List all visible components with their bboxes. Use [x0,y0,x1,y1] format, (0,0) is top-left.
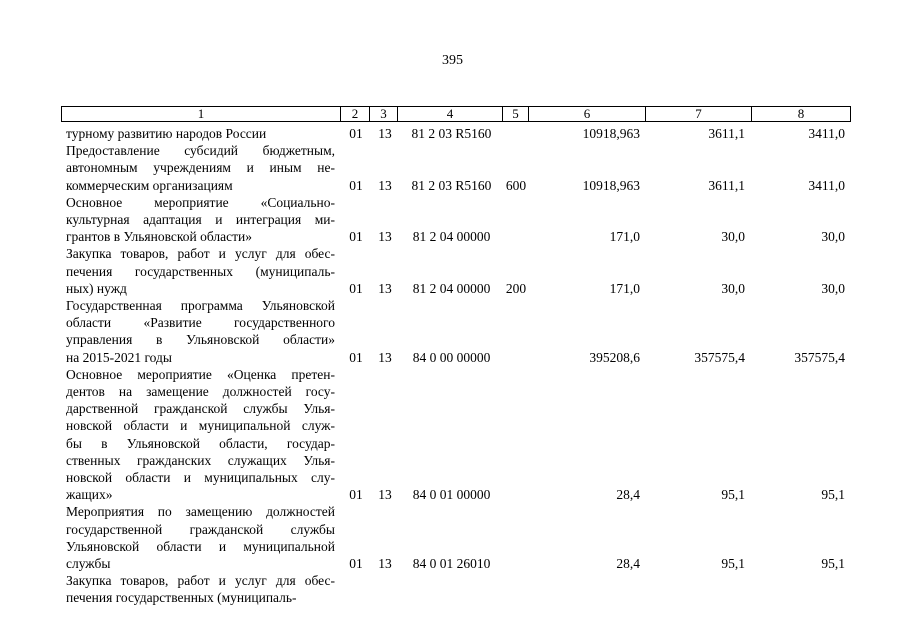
description-line: ственных гражданских служащих Улья- [66,452,335,468]
cell-col-2: 01 [349,349,363,365]
description-line: новской области и муниципальных слу- [66,469,335,485]
cell-col-8: 3411,0 [808,125,845,141]
description-line: автономным учреждениям и иным не- [66,160,335,176]
cell-col-3: 13 [378,487,392,503]
cell-col-6: 395208,6 [589,349,640,365]
cell-col-8: 95,1 [821,487,845,503]
cell-col-3: 13 [378,555,392,571]
table-row [0,194,905,246]
description-line: Предоставление субсидий бюджетным, [66,143,335,159]
table-row [0,297,905,366]
table-row [0,245,905,297]
cell-col-2: 01 [349,487,363,503]
row-description [66,503,335,572]
cell-col-4: 81 2 04 00000 [412,280,491,296]
cell-col-8: 3411,0 [808,177,845,193]
cell-col-4: 84 0 01 00000 [412,487,491,503]
cell-col-4: 84 0 01 26010 [412,555,491,571]
description-line: области «Развитие государственного [66,315,335,331]
description-line: Закупка товаров, работ и услуг для обес- [66,573,335,589]
row-description [66,572,335,606]
table-row [0,125,905,142]
row-description [66,142,335,194]
table-row [0,366,905,504]
table-header [61,106,851,122]
table-row [0,142,905,194]
description-line: Закупка товаров, работ и услуг для обес- [66,246,335,262]
page-number: 395 [442,53,463,68]
cell-col-7: 30,0 [721,229,745,245]
description-line: Государственная программа Ульяновской [66,297,335,313]
cell-col-3: 13 [378,125,392,141]
description-line: коммерческим организациям [66,177,233,193]
cell-col-8: 30,0 [821,229,845,245]
cell-col-6: 10918,963 [582,125,640,141]
description-line: на 2015-2021 годы [66,349,172,365]
cell-col-4: 81 2 04 00000 [412,229,491,245]
header-col-2: 2 [351,106,359,121]
cell-col-3: 13 [378,349,392,365]
description-line: печения государственных (муниципаль- [66,590,297,606]
cell-col-7: 30,0 [721,280,745,296]
cell-col-2: 01 [349,229,363,245]
description-line: дарственной гражданской службы Улья- [66,401,335,417]
row-description [66,125,335,142]
row-description [66,194,335,246]
cell-col-8: 95,1 [821,555,845,571]
description-line: печения государственных (муниципаль- [66,263,335,279]
cell-col-8: 30,0 [821,280,845,296]
header-col-4: 4 [446,106,454,121]
description-line: культурная адаптация и интеграция ми- [66,211,335,227]
description-line: Основное мероприятие «Оценка претен- [66,366,335,382]
description-line: управления в Ульяновской области» [66,332,335,348]
cell-col-3: 13 [378,280,392,296]
cell-col-6: 28,4 [616,487,640,503]
description-line: государственной гражданской службы [66,521,335,537]
description-line: Мероприятия по замещению должностей [66,504,335,520]
description-line: дентов на замещение должностей госу- [66,383,335,399]
cell-col-4: 84 0 00 00000 [412,349,491,365]
description-line: Основное мероприятие «Социально- [66,194,335,210]
cell-col-6: 10918,963 [582,177,640,193]
description-line: службы [66,555,111,571]
cell-col-8: 357575,4 [794,349,845,365]
table-row [0,503,905,572]
description-line: турному развитию народов России [66,126,267,141]
cell-col-6: 171,0 [609,229,640,245]
header-col-3: 3 [380,106,387,121]
cell-col-5: 600 [505,177,527,193]
cell-col-6: 28,4 [616,555,640,571]
cell-col-6: 171,0 [609,280,640,296]
cell-col-7: 3611,1 [708,125,745,141]
description-line: Ульяновской области и муниципальной [66,538,335,554]
cell-col-7: 95,1 [721,487,745,503]
cell-col-3: 13 [378,177,392,193]
cell-col-5: 200 [505,280,527,296]
cell-col-7: 95,1 [721,555,745,571]
cell-col-7: 357575,4 [694,349,745,365]
header-col-7: 7 [695,106,702,121]
description-line: бы в Ульяновской области, государ- [66,435,335,451]
header-col-1: 1 [197,106,205,121]
cell-col-2: 01 [349,555,363,571]
cell-col-4: 81 2 03 R5160 [411,125,492,141]
row-description [66,366,335,504]
cell-col-3: 13 [378,229,392,245]
cell-col-2: 01 [349,280,363,296]
description-line: грантов в Ульяновской области» [66,229,252,245]
description-line: новской области и муниципальной служ- [66,418,335,434]
row-description [66,245,335,297]
table-body [0,125,905,607]
description-line: жащих» [66,487,113,503]
cell-col-4: 81 2 03 R5160 [411,177,492,193]
header-col-5: 5 [512,106,519,121]
header-col-6: 6 [583,106,591,121]
header-col-8: 8 [797,106,805,121]
cell-col-2: 01 [349,125,363,141]
cell-col-7: 3611,1 [708,177,745,193]
description-line: ных) нужд [66,280,127,296]
row-description [66,297,335,366]
table-row [0,572,905,606]
cell-col-2: 01 [349,177,363,193]
